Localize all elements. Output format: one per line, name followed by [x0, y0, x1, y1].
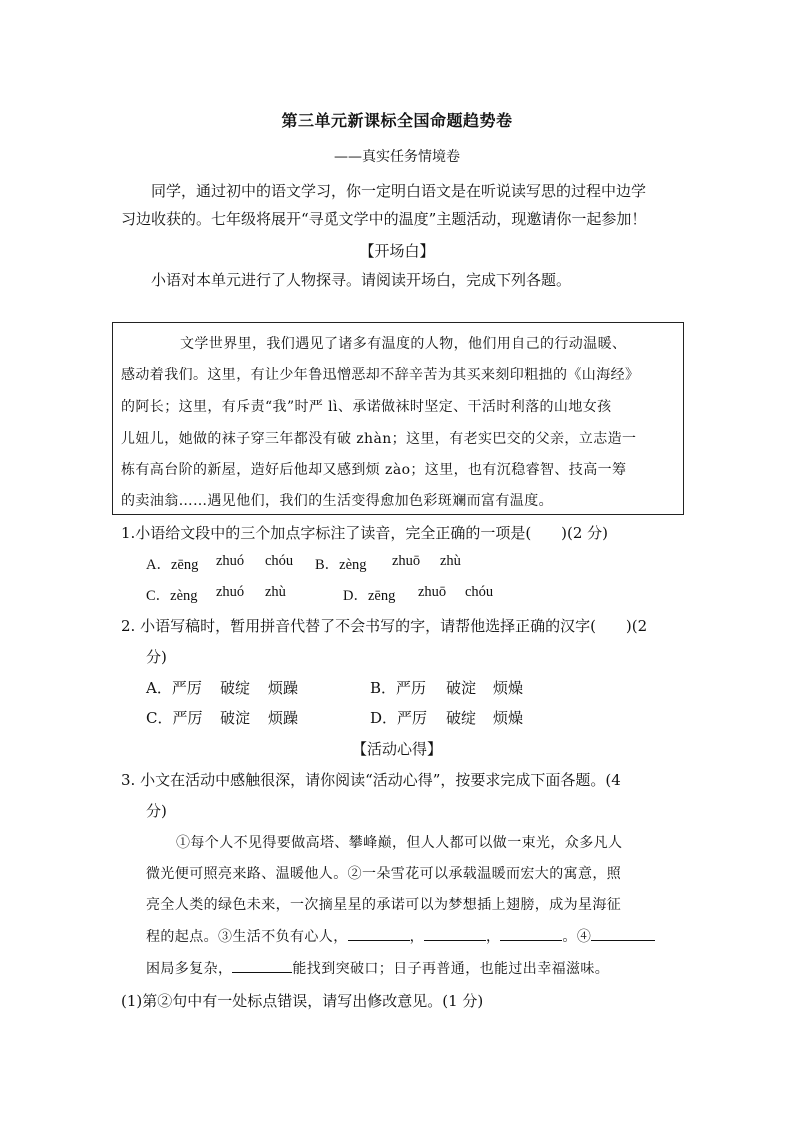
q1-option-a-3: chóu: [265, 553, 294, 569]
q1-option-a-2: zhuó: [216, 553, 245, 569]
answer-blank-3[interactable]: [500, 928, 562, 941]
answer-blank-5[interactable]: [232, 960, 292, 973]
q3-sep: 。④: [562, 929, 592, 945]
q1-option-d-3: chóu: [465, 584, 494, 600]
intro-line-1: 同学，通过初中的语文学习，你一定明白语文是在听说读写思的过程中边学: [151, 182, 647, 200]
passage-line: 的卖油翁……遇见他们，我们的生活变得愈加色彩斑斓而富有温度。: [121, 493, 553, 509]
q2-option-d[interactable]: D．严厉: [370, 709, 428, 727]
q1-option-a[interactable]: A．zēng: [146, 557, 199, 573]
q3-passage-line: 亮全人类的绿色未来，一次摘星星的承诺可以为梦想插上翅膀，成为星海征: [146, 897, 622, 913]
q2-option-a-2: 破绽: [220, 679, 251, 697]
q2-option-b-2: 破淀: [446, 679, 477, 697]
section-heading-opening: 【开场白】: [359, 242, 435, 260]
q2-option-a-3: 烦躁: [268, 679, 299, 697]
passage-line: 感动着我们。这里，有让少年鲁迅憎恶却不辞辛苦为其买来刻印粗拙的《山海经》: [121, 367, 640, 383]
q3-passage-line: [146, 926, 655, 946]
question-3-stem-cont: 分): [146, 802, 167, 820]
q2-option-a[interactable]: A．严厉: [146, 679, 202, 697]
q3-passage-text: 能找到突破口；日子再普通，也能过出幸福滋味。: [292, 961, 610, 977]
q1-option-b[interactable]: B．zèng: [315, 557, 367, 573]
passage-line: 文学世界里，我们遇见了诸多有温度的人物，他们用自己的行动温暖、: [180, 336, 627, 352]
q1-option-d-2: zhuō: [418, 584, 447, 600]
question-1-stem: 1.小语给文段中的三个加点字标注了读音，完全正确的一项是( )(2 分): [121, 524, 609, 542]
q2-option-c-3: 烦躁: [268, 709, 299, 727]
q1-option-b-2: zhuō: [392, 553, 421, 569]
question-2-stem-cont: 分): [146, 648, 167, 666]
q1-option-b-3: zhù: [440, 553, 461, 569]
answer-blank-1[interactable]: [348, 928, 410, 941]
q1-option-c-3: zhù: [265, 584, 286, 600]
page-title: 第三单元新课标全国命题趋势卷: [281, 111, 513, 130]
question-3-sub-1: (1)第②句中有一处标点错误，请写出修改意见。(1 分): [121, 992, 484, 1010]
question-3-stem: 3. 小文在活动中感触很深，请你阅读“活动心得”，按要求完成下面各题。(4: [121, 771, 621, 789]
q2-option-c-2: 破淀: [220, 709, 251, 727]
q2-option-b-3: 烦燥: [493, 679, 524, 697]
q2-option-c[interactable]: C．严厉: [146, 709, 203, 727]
q3-sep: ，: [486, 929, 501, 945]
q3-passage-line: [146, 958, 609, 978]
passage-line: 儿妞儿，她做的袜子穿三年都没有破 zhàn；这里，有老实巴交的父亲，立志造一: [121, 431, 637, 447]
passage-line: 的阿长；这里，有斥责“我”时严 lì、承诺做袜时坚定、干活时利落的山地女孩: [121, 399, 612, 415]
q2-option-b[interactable]: B．严历: [370, 679, 427, 697]
passage-line: 栋有高台阶的新屋，造好后他却又感到烦 zào；这里，也有沉稳睿智、技高一筹: [121, 462, 627, 478]
q2-option-d-3: 烦燥: [493, 709, 524, 727]
q3-sep: ，: [409, 929, 425, 945]
page-subtitle: ——真实任务情境卷: [334, 149, 460, 165]
section-heading-activity: 【活动心得】: [351, 740, 442, 758]
q1-option-d[interactable]: D．zēng: [343, 588, 396, 604]
q3-passage-line: ①每个人不见得要做高塔、攀峰巅，但人人都可以做一束光，众多凡人: [176, 835, 623, 851]
q3-passage-text: 程的起点。③生活不负有心人，: [146, 929, 348, 945]
question-2-stem: 2. 小语写稿时，暂用拼音代替了不会书写的字，请帮他选择正确的汉字( )(2: [121, 617, 648, 635]
q2-option-d-2: 破绽: [446, 709, 477, 727]
q3-passage-line: 微光便可照亮来路、温暖他人。②一朵雪花可以承载温暖而宏大的寓意，照: [146, 866, 622, 882]
answer-blank-2[interactable]: [424, 928, 486, 941]
q1-option-c-2: zhuó: [216, 584, 245, 600]
intro-line-2: 习边收获的。七年级将展开“寻觅文学中的温度”主题活动，现邀请你一起参加！: [121, 210, 647, 228]
q1-option-c[interactable]: C．zèng: [146, 588, 198, 604]
q3-passage-text: 困局多复杂，: [146, 961, 233, 977]
answer-blank-4[interactable]: [591, 928, 655, 941]
section-instruction: 小语对本单元进行了人物探寻。请阅读开场白，完成下列各题。: [151, 271, 572, 289]
